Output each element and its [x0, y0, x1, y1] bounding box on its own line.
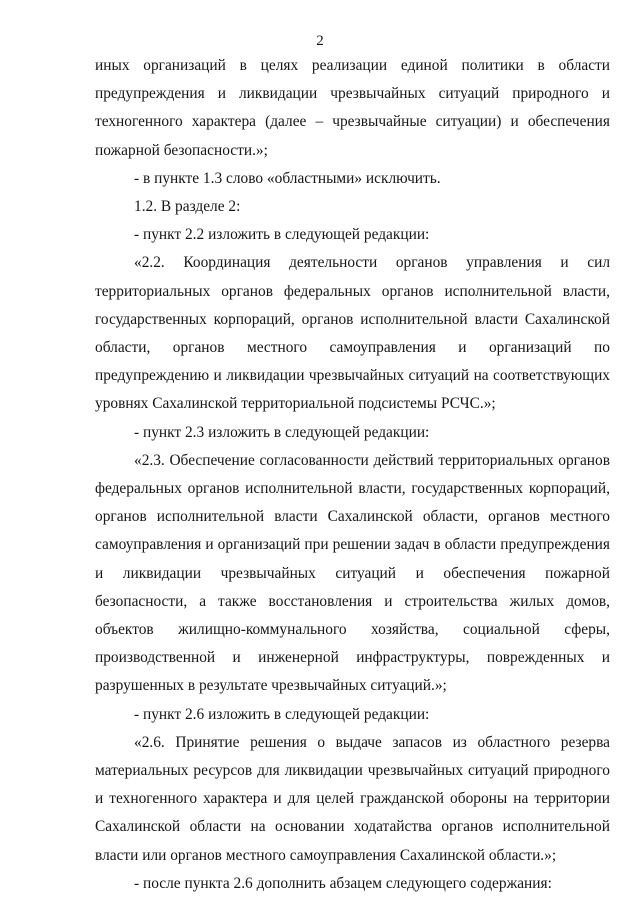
paragraph-item-2-2-text: «2.2. Координация деятельности органов управления и сил территориальных органов федеральных органов исполнительной власти, государственных корпораций, органов исполнительной власти Сахалинской области, органов местного самоуправления и организаций по предупреждению и ликвидации чрезвычайных ситуаций на соответствующих уровнях Сахалинской территориальной подсистемы РСЧС.»;	[95, 254, 610, 413]
paragraph-item-2-2-intro: - пункт 2.2 изложить в следующей редакции:	[134, 226, 430, 244]
paragraph-item-1-3: - в пункте 1.3 слово «областными» исключить.	[134, 169, 441, 187]
paragraph-item-2-3-intro: - пункт 2.3 изложить в следующей редакции:	[134, 423, 430, 441]
paragraph-item-2-3-text: «2.3. Обеспечение согласованности действий территориальных органов федеральных органов исполнительной власти, государственных корпораций, органов исполнительной власти Сахалинской области, органов местного самоуправления и организаций при решении задач в области предупреждения и ликвидации чрезвычайных ситуаций и обеспечения пожарной безопасности, а также восстановления и строительства жилых домов, объектов жилищно-коммунального хозяйства, социальной сферы, производственной и инженерной инфраструктуры, поврежденных и разрушенных в результате чрезвычайных ситуаций.»;	[95, 451, 610, 695]
paragraph-after-2-6-intro: - после пункта 2.6 дополнить абзацем следующего содержания:	[134, 874, 552, 892]
paragraph-item-2-6-text: «2.6. Принятие решения о выдаче запасов из областного резерва материальных ресурсов для ликвидации чрезвычайных ситуаций природного и техногенного характера и для целей гражданской обороны на территории Сахалинской области на основании ходатайства органов исполнительной власти или органов местного самоуправления Сахалинской области.»;	[95, 733, 610, 864]
document-body	[95, 52, 610, 898]
page-number: 2	[316, 33, 324, 49]
paragraph-section-heading: 1.2. В разделе 2:	[134, 198, 241, 216]
paragraph-continuation: иных организаций в целях реализации единой политики в области предупреждения и ликвидации чрезвычайных ситуаций природного и техногенного характера (далее – чрезвычайные ситуации) и обеспечения пожарной безопасности.»;	[95, 57, 610, 159]
paragraph-item-2-6-intro: - пункт 2.6 изложить в следующей редакции:	[134, 705, 430, 723]
